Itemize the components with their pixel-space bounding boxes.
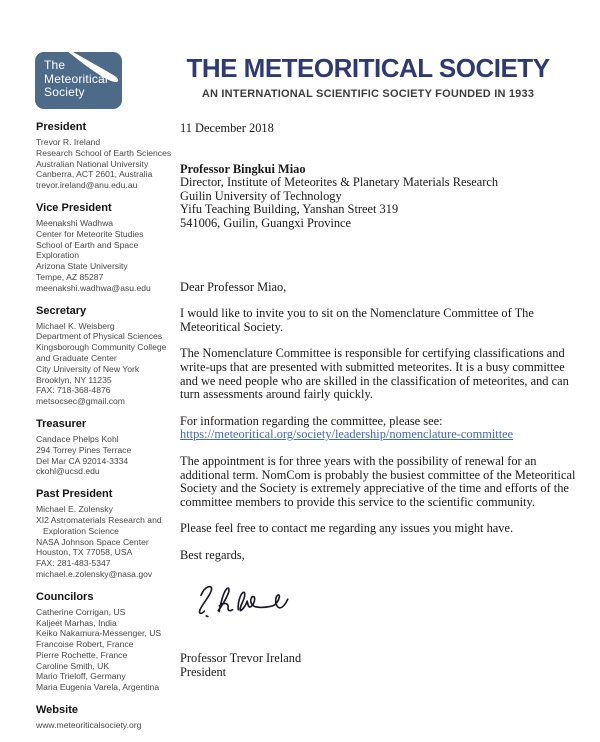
- logo-line: Society: [44, 85, 85, 99]
- section-heading: Website: [36, 704, 78, 717]
- valediction: Best regards,: [180, 547, 245, 562]
- officer-affiliation: City University of New York: [36, 363, 140, 374]
- officer-affiliation: Australian National University: [36, 158, 149, 169]
- councilor-name: Maria Eugenia Varela, Argentina: [36, 682, 160, 693]
- sidebar-section-past-president: [36, 488, 180, 580]
- letter-paragraph: I would like to invite you to sit on the Nomenclature Committee of The Meteoritical Society.: [180, 306, 534, 334]
- letterhead-masthead: [158, 53, 578, 100]
- officer-address: Brooklyn, NY 11235: [36, 374, 112, 385]
- recipient-address-line: Guilin University of Technology: [180, 188, 342, 203]
- officer-affiliation: School of Earth and Space: [36, 239, 139, 250]
- recipient-address-line: 541006, Guilin, Guangxi Province: [180, 215, 352, 230]
- officer-affiliation: Arizona State University: [36, 261, 128, 272]
- officers-sidebar: [36, 121, 180, 742]
- officer-email: ckohl@ucsd.edu: [36, 466, 100, 477]
- recipient-address-line: Yifu Teaching Building, Yanshan Street 319: [180, 202, 399, 217]
- officer-address: Canberra, ACT 2601, Australia: [36, 169, 153, 180]
- society-title: THE METEORITICAL SOCIETY: [186, 53, 550, 83]
- officer-name: Meenakshi Wadhwa: [36, 217, 114, 228]
- officer-name: Candace Phelps Kohl: [36, 433, 119, 444]
- officer-affiliation: and Graduate Center: [36, 352, 117, 363]
- councilor-name: Mario Trieloff, Germany: [36, 671, 126, 682]
- councilor-name: Caroline Smith, UK: [36, 660, 110, 671]
- officer-affiliation: NASA Johnson Space Center: [36, 536, 149, 547]
- society-website-url: www.meteoriticalsociety.org: [36, 720, 142, 731]
- letter-paragraph: The appointment is for three years with the possibility of renewal for an additional term. NomCom is probably the busiest committee of the Meteoritical Society and the Society is extremely appreciative of the time and efforts of the committee members to provide this service to the scientific community.: [180, 453, 576, 509]
- officer-affiliation: Center for Meteorite Studies: [36, 228, 144, 239]
- salutation: Dear Professor Miao,: [180, 279, 287, 294]
- logo-wordmark: [44, 59, 108, 100]
- councilor-name: Kaljeet Marhas, India: [36, 617, 117, 628]
- signature-block: [188, 580, 582, 652]
- councilor-name: Keiko Nakamura-Messenger, US: [36, 628, 162, 639]
- sidebar-section-vice-president: [36, 202, 180, 294]
- sidebar-section-treasurer: [36, 418, 180, 477]
- officer-affiliation: Department of Physical Sciences: [36, 331, 163, 342]
- officer-email: michael.e.zolensky@nasa.gov: [36, 568, 153, 579]
- officer-address: 294 Torrey Pines Terrace: [36, 444, 132, 455]
- officer-affiliation: Exploration Science: [43, 525, 119, 536]
- letter-date: 11 December 2018: [180, 121, 274, 135]
- officer-affiliation: Research School of Earth Sciences: [36, 147, 172, 158]
- officer-affiliation: Exploration: [36, 250, 79, 261]
- section-heading: Past President: [36, 488, 113, 501]
- letter-paragraph: Please feel free to contact me regarding any issues you might have.: [180, 521, 514, 536]
- logo-line: The: [44, 58, 66, 72]
- councilor-name: Pierre Rochette, France: [36, 649, 128, 660]
- recipient-name: Professor Bingkui Miao: [180, 161, 306, 176]
- officer-email: metsocsec@gmail.com: [36, 396, 125, 407]
- section-heading: Secretary: [36, 304, 87, 317]
- section-heading: Vice President: [36, 201, 112, 214]
- officer-name: Trevor R. Ireland: [36, 137, 101, 147]
- councilor-name: Francoise Robert, France: [36, 639, 134, 650]
- logo-line: Meteoritical: [44, 71, 108, 86]
- officer-address: Tempe, AZ 85287: [36, 271, 104, 282]
- sidebar-section-secretary: [36, 305, 180, 407]
- section-heading: President: [36, 121, 87, 133]
- link-intro-text: For information regarding the committee, please see:: [180, 413, 443, 428]
- officer-affiliation: Kingsborough Community College: [36, 342, 167, 353]
- recipient-address-line: Director, Institute of Meteorites & Planetary Materials Research: [180, 175, 499, 190]
- society-subtitle: AN INTERNATIONAL SCIENTIFIC SOCIETY FOUNDED IN 1933: [201, 88, 535, 100]
- meteoritical-society-logo: [35, 52, 122, 109]
- letter-body: [180, 122, 582, 680]
- officer-address: Del Mar CA 92014-3334: [36, 455, 129, 466]
- handwritten-signature-icon: [188, 580, 306, 626]
- officer-address: Houston, TX 77058, USA: [36, 547, 133, 558]
- officer-fax: FAX: 718-368-4876: [36, 385, 111, 396]
- letter-paragraph: The Nomenclature Committee is responsible for certifying classifications and write-ups that are presented with submitted meteorites. It is a busy committee and we need people who are skilled in the classification of meteorites, and can turn assessments around fairly quickly.: [180, 346, 569, 402]
- officer-affiliation: XI2 Astromaterials Research and: [36, 514, 162, 525]
- officer-name: Michael K. Weisberg: [36, 320, 115, 331]
- section-heading: Treasurer: [36, 417, 87, 430]
- sender-title: President: [180, 665, 227, 680]
- committee-link-paragraph: [180, 415, 582, 442]
- officer-name: Michael E. Zolensky: [36, 504, 113, 515]
- section-heading: Councilors: [36, 590, 94, 603]
- officer-fax: FAX: 281-483-5347: [36, 558, 111, 569]
- officer-email: trevor.ireland@anu.edu.au: [36, 180, 138, 191]
- councilor-name: Catherine Corrigan, US: [36, 606, 126, 617]
- recipient-block: [180, 163, 582, 231]
- sender-name: Professor Trevor Ireland: [180, 651, 302, 666]
- sidebar-section-councilors: [36, 591, 180, 693]
- sidebar-section-website: [36, 704, 180, 731]
- officer-email: meenakshi.wadhwa@asu.edu: [36, 282, 151, 293]
- sidebar-section-president: [36, 121, 180, 191]
- nomenclature-committee-link[interactable]: https://meteoritical.org/society/leadership/nomenclature-committee: [180, 427, 514, 442]
